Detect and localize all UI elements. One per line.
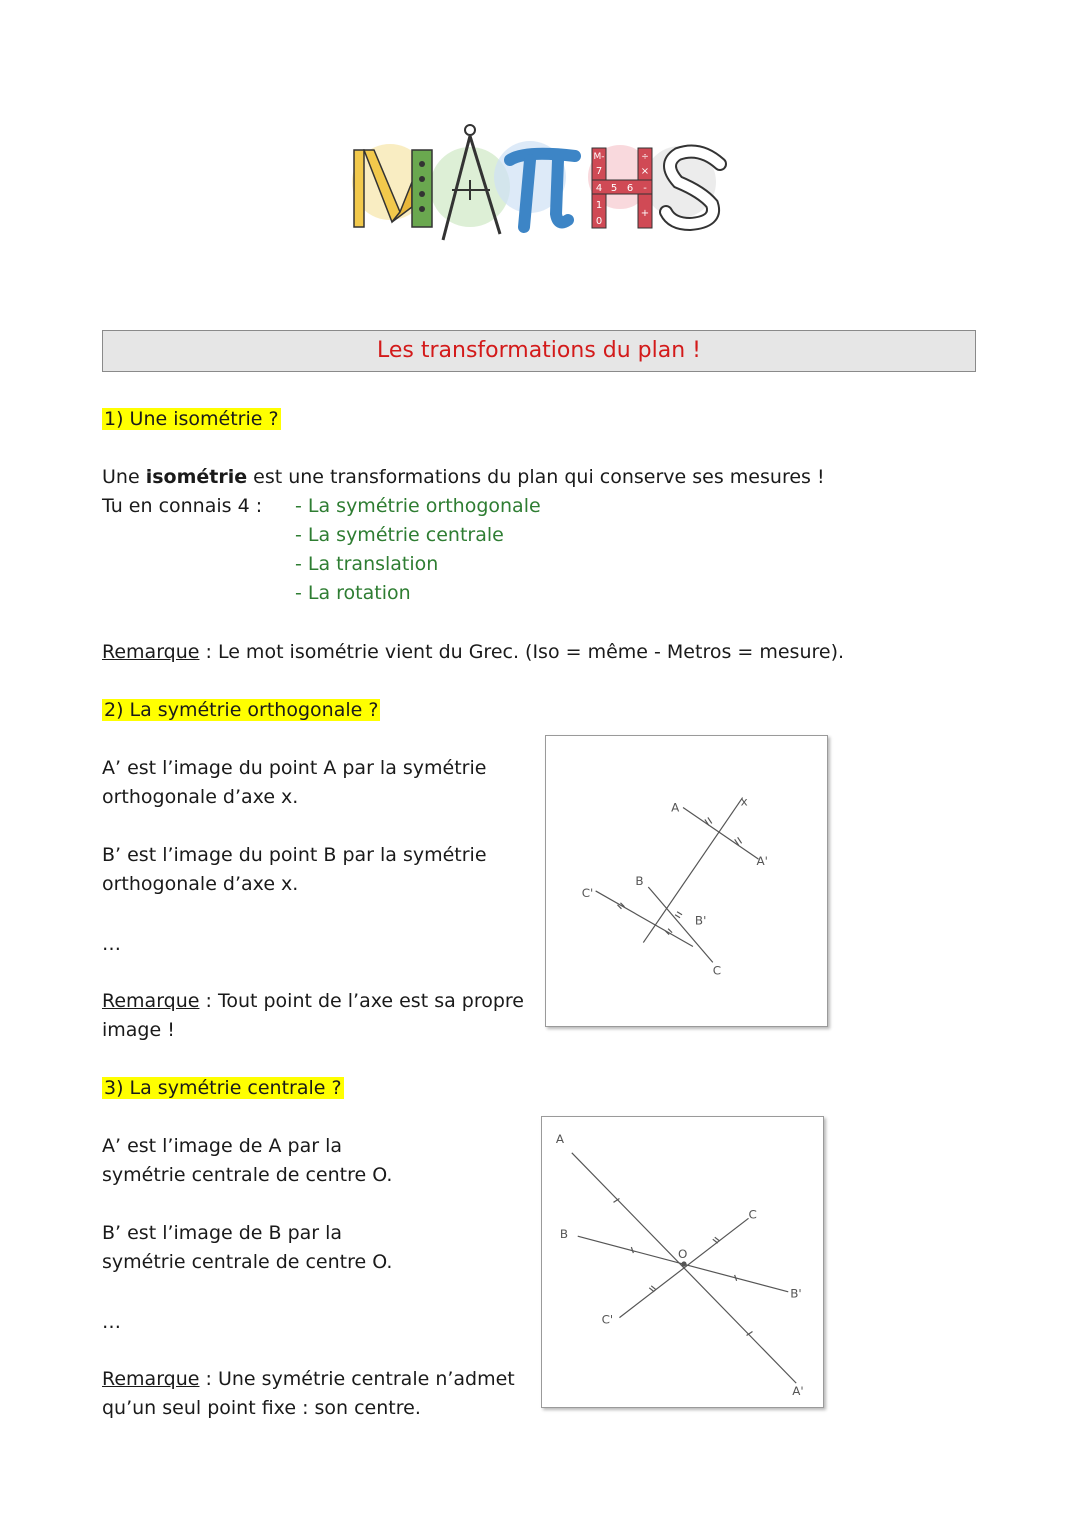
label-b-prime: B' [694,913,707,928]
axis-x-line [643,798,742,943]
label-b-prime: B' [790,1286,802,1301]
section3-remark-line2: qu’un seul point fixe : son centre. [102,1397,421,1419]
section2-remark-line2: image ! [102,1019,175,1041]
section3-p2-line2: symétrie centrale de centre O. [102,1251,393,1273]
section3-ellipsis: … [102,1311,121,1333]
page-title [102,330,976,372]
remark-label: Remarque [102,641,200,663]
keypad-key: ÷ [641,152,649,162]
keypad-key: 6 [626,183,634,194]
keypad-key: × [640,166,650,177]
label-a-prime: A' [792,1384,804,1399]
known-label: Tu en connais 4 : [102,495,263,517]
section2-p2-line1: B’ est l’image du point B par la symétrie [102,844,487,866]
list-item: - La symétrie orthogonale [295,495,541,517]
keypad-key: 4 [595,183,603,194]
section1-intro: Une isométrie est une transformations du plan qui conserve ses mesures ! [102,466,825,488]
section3-p1-line2: symétrie centrale de centre O. [102,1164,393,1186]
label-c: C [712,963,722,978]
section2-ellipsis: … [102,933,121,955]
section3-p1-line1: A’ est l’image de A par la [102,1135,342,1157]
section3-p2-line1: B’ est l’image de B par la [102,1222,343,1244]
keypad-key: 5 [610,183,618,194]
keypad-key: 7 [595,166,603,177]
center-o-dot [682,1262,686,1266]
label-o: O [678,1247,688,1262]
segment-a-a-prime [683,808,758,860]
section2-p1-line1: A’ est l’image du point A par la symétrie [102,757,487,779]
list-item: - La rotation [295,582,411,604]
section3-remark: Remarque : Une symétrie centrale n’admet [102,1368,515,1390]
keypad-key: M- [593,152,605,162]
label-a: A [555,1131,565,1146]
keypad-key: 0 [595,216,603,227]
central-symmetry-figure [541,1116,824,1408]
label-b: B [635,873,644,888]
list-item: - La translation [295,553,439,575]
label-a: A [671,800,680,815]
section2-p1-line2: orthogonale d’axe x. [102,786,299,808]
section3-heading: 3) La symétrie centrale ? [104,1077,342,1099]
keypad-key: - [643,183,647,194]
segment-c-c-prime [619,1218,748,1317]
section2-remark: Remarque : Tout point de l’axe est sa propre [102,990,524,1012]
section2-heading: 2) La symétrie orthogonale ? [104,699,379,721]
page-title-text: Les transformations du plan ! [376,338,701,363]
orthogonal-symmetry-figure [545,735,828,1027]
label-c: C [748,1207,757,1222]
remark-label: Remarque [102,990,200,1012]
maths-logo [350,82,730,292]
isometrie-term: isométrie [145,466,248,488]
section1-remark: Remarque : Le mot isométrie vient du Grec. (Iso = même - Metros = mesure). [102,641,845,663]
label-x: x [740,794,748,809]
list-item: - La symétrie centrale [295,524,504,546]
label-c-prime: C' [601,1312,614,1327]
section2-p2-line2: orthogonale d’axe x. [102,873,299,895]
remark-label: Remarque [102,1368,200,1390]
label-b: B [559,1227,569,1242]
section1-heading: 1) Une isométrie ? [104,408,279,430]
keypad-key: 1 [595,200,603,211]
segment-c-prime-b-prime [596,891,693,947]
label-a-prime: A' [756,854,768,869]
label-c-prime: C' [581,885,594,900]
keypad-key: + [640,208,650,219]
